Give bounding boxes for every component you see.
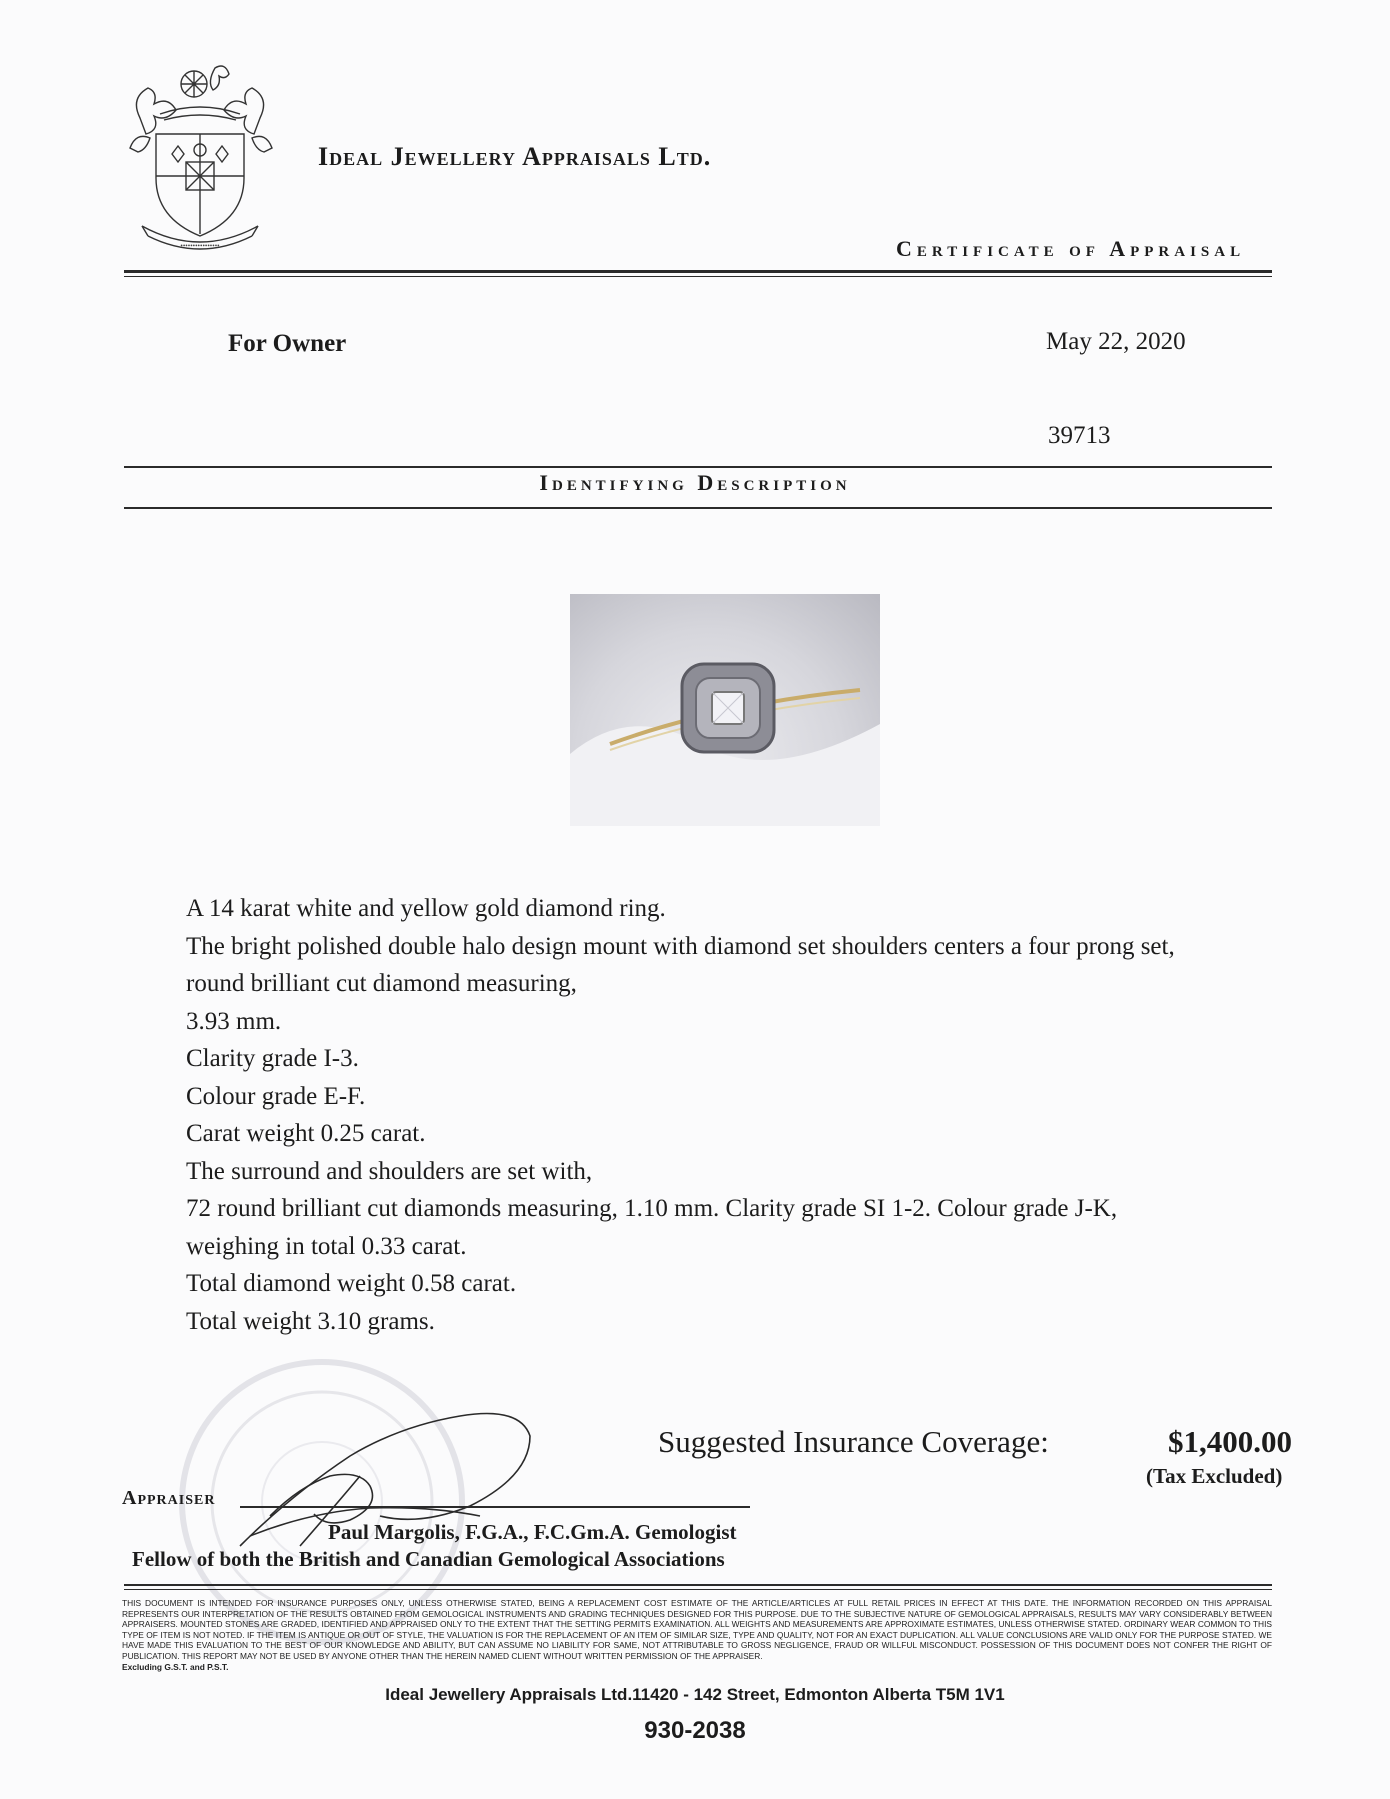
description-line: 3.93 mm. <box>186 1007 282 1035</box>
insurance-label: Suggested Insurance Coverage: <box>658 1424 1049 1459</box>
description-line: A 14 karat white and yellow gold diamond ring. <box>186 895 666 922</box>
appraiser-label: Appraiser <box>122 1487 216 1509</box>
section-rule-top <box>124 466 1272 468</box>
description-line: Total weight 3.10 grams. <box>186 1307 435 1335</box>
insurance-value: $1,400.00 <box>1168 1424 1292 1459</box>
certificate-title: Certificate of Appraisal <box>896 236 1246 261</box>
description-line: Colour grade E-F. <box>186 1082 366 1110</box>
tax-note: (Tax Excluded) <box>1146 1464 1283 1488</box>
footer-rule-bottom <box>124 1589 1272 1590</box>
tax-exclusion-note: Excluding G.S.T. and P.S.T. <box>122 1662 229 1672</box>
footer-phone: 930-2038 <box>644 1717 746 1744</box>
description-line: The bright polished double halo design mount with diamond set shoulders centers a four prong set, <box>186 932 1175 960</box>
ring-photo <box>570 594 880 826</box>
description-line: weighing in total 0.33 carat. <box>186 1232 467 1260</box>
section-rule-bottom <box>124 507 1272 509</box>
item-description <box>186 890 1175 1340</box>
footer-rule-top <box>124 1584 1272 1586</box>
description-line: 72 round brilliant cut diamonds measuring, 1.10 mm. Clarity grade SI 1-2. Colour grade J-K, <box>186 1195 1118 1222</box>
svg-text:••••••••••••••••: •••••••••••••••• <box>180 242 220 250</box>
section-title: Identifying Description <box>539 470 851 495</box>
description-line: Total diamond weight 0.58 carat. <box>186 1270 517 1297</box>
appraiser-name: Paul Margolis, F.G.A., F.C.Gm.A. Gemologist <box>328 1520 737 1544</box>
coat-of-arms-logo <box>120 58 282 258</box>
appraiser-credentials: Fellow of both the British and Canadian Gemological Associations <box>132 1547 725 1571</box>
footer-address: Ideal Jewellery Appraisals Ltd.11420 - 142 Street, Edmonton Alberta T5M 1V1 <box>385 1685 1005 1704</box>
company-name: Ideal Jewellery Appraisals Ltd. <box>318 142 712 171</box>
description-line: Clarity grade I-3. <box>186 1045 359 1072</box>
appraisal-number: 39713 <box>1048 422 1111 449</box>
appraisal-date: May 22, 2020 <box>1046 328 1186 355</box>
header-rule-bottom <box>124 276 1272 277</box>
owner-label: For Owner <box>228 330 347 357</box>
header-rule-top <box>124 270 1272 273</box>
ring-illustration <box>570 594 880 826</box>
description-line: round brilliant cut diamond measuring, <box>186 970 577 997</box>
description-line: Carat weight 0.25 carat. <box>186 1120 426 1147</box>
description-line: The surround and shoulders are set with, <box>186 1157 593 1185</box>
disclaimer-text: THIS DOCUMENT IS INTENDED FOR INSURANCE PURPOSES ONLY, UNLESS OTHERWISE STATED, BEING A REPLACEMENT COST ESTIMATE OF THE ARTICLE/ARTICLES AT FULL RETAIL PRICES IN EFFECT AT THIS DATE. THE INFORMATION RECORDED ON THIS APPRAISAL REPRESENTS OUR INTERPRETATION OF THE RESULTS OBTAINED FROM GEMOLOGICAL INSTRUMENTS AND GRADING TECHNIQUES DESIGNED FOR THIS PURPOSE. DUE TO THE SUBJECTIVE NATURE OF GEMOLOGICAL APPRAISALS, RESULTS MAY VARY CONSIDERABLY BETWEEN APPRAISERS. MOUNTED STONES ARE GRADED, IDENTIFIED AND APPRAISED ONLY TO THE EXTENT THAT THE SETTING PERMITS EXAMINATION. ALL WEIGHTS AND MEASUREMENTS ARE APPROXIMATE ESTIMATES, UNLESS OTHERWISE STATED. ORDINARY WEAR COMMON TO THIS TYPE OF ITEM IS NOT NOTED. IF THE ITEM IS ANTIQUE OR OUT OF STYLE, THE VALUATION IS FOR THE REPLACEMENT OF AN ITEM OF SIMILAR SIZE, TYPE AND QUALITY, NOT FOR AN EXACT DUPLICATION. ALL VALUE CONCLUSIONS ARE VALID ONLY FOR THE PURPOSE STATED. WE HAVE MADE THIS EVALUATION TO THE BEST OF OUR KNOWLEDGE AND ABILITY, BUT CAN ASSUME NO LIABILITY FOR SAME, NOT ATTRIBUTABLE TO GROSS NEGLIGENCE, FRAUD OR WILLFUL MISCONDUCT. POSSESSION OF THIS DOCUMENT DOES NOT CONFER THE RIGHT OF PUBLICATION. THIS REPORT MAY NOT BE USED BY ANYONE OTHER THAN THE HEREIN NAMED CLIENT WITHOUT WRITTEN PERMISSION OF THE APPRAISER. <box>122 1598 1272 1661</box>
